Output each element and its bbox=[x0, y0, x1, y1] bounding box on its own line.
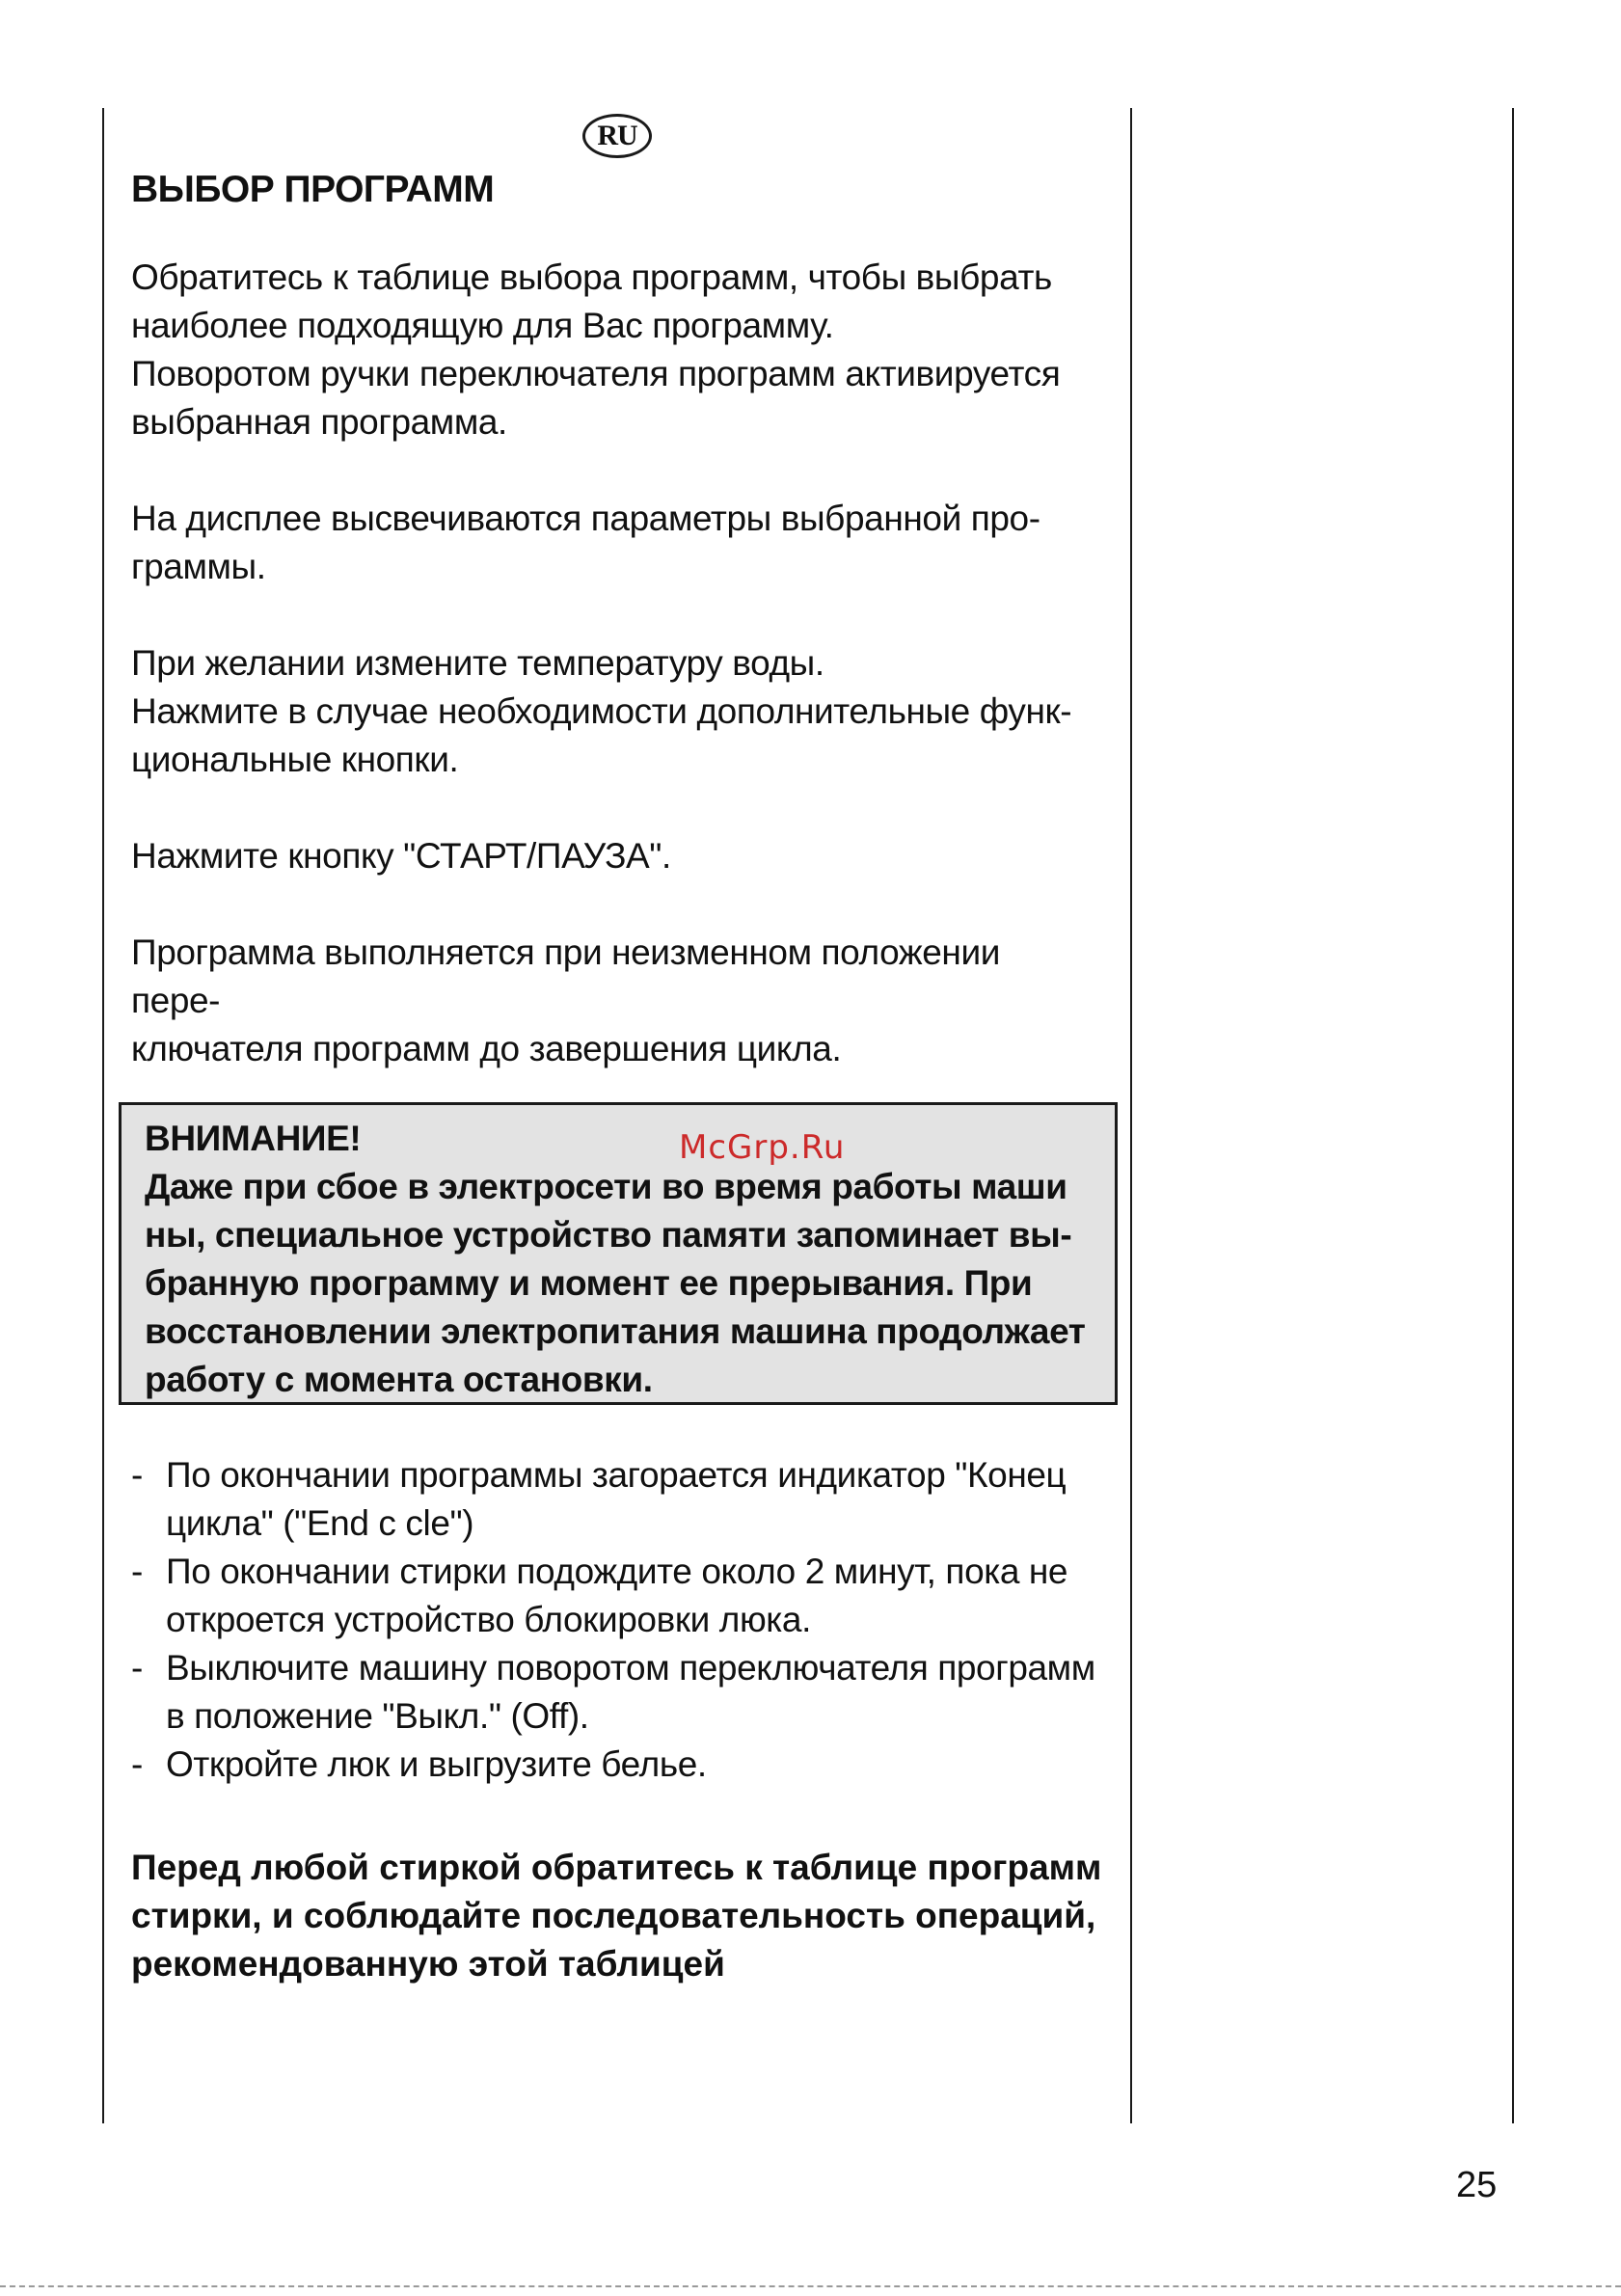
paragraph-start-pause bbox=[131, 832, 1095, 880]
text-line: наиболее подходящую для Вас программу. bbox=[131, 306, 834, 345]
left-margin-rule bbox=[102, 108, 104, 2123]
bullet-dash: - bbox=[131, 1552, 143, 1591]
footer-dashed-rule bbox=[0, 2285, 1621, 2287]
text-line: откроется устройство блокировки люка. bbox=[166, 1600, 811, 1639]
text-line: ключателя программ до завершения цикла. bbox=[131, 1029, 842, 1068]
warning-text-line: Даже при сбое в электросети во время работы маши bbox=[145, 1167, 1067, 1206]
text-line: Нажмите кнопку "СТАРТ/ПАУЗА". bbox=[131, 836, 671, 876]
text-line: циональные кнопки. bbox=[131, 740, 459, 779]
text-line: Обратитесь к таблице выбора программ, чтобы выбрать bbox=[131, 257, 1052, 297]
list-item bbox=[131, 1644, 1124, 1741]
text-line: Поворотом ручки переключателя программ активируется bbox=[131, 354, 1061, 393]
text-line: цикла" ("End c cle") bbox=[166, 1503, 474, 1543]
text-line: На дисплее высвечиваются параметры выбранной про- bbox=[131, 499, 1040, 538]
paragraph-program-selection bbox=[131, 254, 1095, 446]
text-line: По окончании стирки подождите около 2 минут, пока не bbox=[166, 1552, 1068, 1591]
page-number: 25 bbox=[1456, 2165, 1498, 2205]
text-line: Откройте люк и выгрузите белье. bbox=[166, 1744, 707, 1784]
bullet-dash: - bbox=[131, 1455, 143, 1495]
list-item bbox=[131, 1741, 1124, 1789]
bullet-dash: - bbox=[131, 1744, 143, 1784]
text-line: граммы. bbox=[131, 547, 266, 586]
paragraph-temperature bbox=[131, 639, 1095, 784]
text-line: стирки, и соблюдайте последовательность операций, bbox=[131, 1896, 1096, 1935]
text-line: Программа выполняется при неизменном положении пере- bbox=[131, 932, 1000, 1020]
steps-list bbox=[131, 1451, 1124, 1789]
warning-text-line: работу с момента остановки. bbox=[145, 1360, 653, 1399]
right-margin-rule bbox=[1512, 108, 1514, 2123]
text-line: Нажмите в случае необходимости дополнительные функ- bbox=[131, 691, 1072, 731]
language-badge bbox=[582, 114, 652, 158]
warning-text-line: ны, специальное устройство памяти запоминает вы- bbox=[145, 1215, 1072, 1255]
text-line: рекомендованную этой таблицей bbox=[131, 1944, 725, 1984]
warning-heading: ВНИМАНИЕ! bbox=[145, 1119, 362, 1158]
text-line: выбранная программа. bbox=[131, 402, 507, 442]
bullet-dash: - bbox=[131, 1648, 143, 1688]
main-content bbox=[131, 169, 1095, 1121]
section-title: ВЫБОР ПРОГРАММ bbox=[131, 169, 495, 210]
text-line: При желании измените температуру воды. bbox=[131, 643, 824, 683]
text-line: в положение "Выкл." (Off). bbox=[166, 1696, 589, 1736]
text-line: Выключите машину поворотом переключателя программ bbox=[166, 1648, 1095, 1688]
list-item bbox=[131, 1451, 1124, 1548]
text-line: Перед любой стиркой обратитесь к таблице программ bbox=[131, 1848, 1102, 1887]
list-item bbox=[131, 1548, 1124, 1644]
text-line: По окончании программы загорается индикатор "Конец bbox=[166, 1455, 1067, 1495]
warning-text-line: восстановлении электропитания машина продолжает bbox=[145, 1311, 1086, 1351]
final-note bbox=[131, 1844, 1124, 1988]
column-divider-rule bbox=[1130, 108, 1132, 2123]
warning-text-line: бранную программу и момент ее прерывания. При bbox=[145, 1263, 1033, 1303]
warning-box bbox=[119, 1102, 1118, 1405]
paragraph-program-runs bbox=[131, 929, 1095, 1073]
language-badge-label: RU bbox=[597, 120, 637, 151]
paragraph-display bbox=[131, 495, 1095, 591]
watermark-text: McGrp.Ru bbox=[679, 1128, 846, 1167]
